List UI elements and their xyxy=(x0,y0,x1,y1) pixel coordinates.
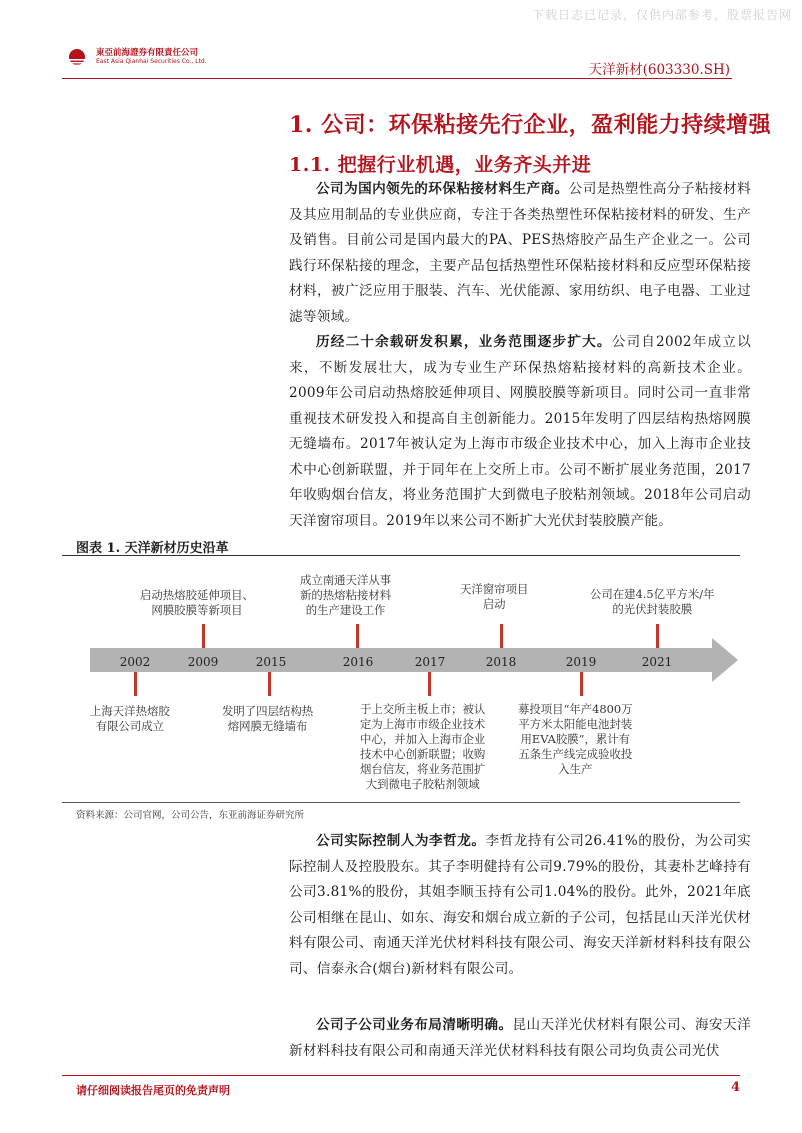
paragraph-1 xyxy=(289,177,751,330)
timeline-year: 2016 xyxy=(342,655,374,669)
tick-2002 xyxy=(134,672,137,696)
figure-source: 资料来源：公司官网，公司公告，东亚前海证券研究所 xyxy=(76,810,305,821)
timeline-year: 2002 xyxy=(119,655,151,669)
company-name-cn: 東亞前海證券有限責任公司 xyxy=(96,48,199,58)
timeline-year: 2017 xyxy=(414,655,446,669)
header-divider xyxy=(62,78,732,79)
timeline-event-2018: 天洋窗帘项目 启动 xyxy=(460,582,529,611)
timeline-year: 2019 xyxy=(565,655,597,669)
tick-2021 xyxy=(656,624,659,648)
paragraph-lead: 公司为国内领先的环保粘接材料生产商。 xyxy=(316,181,569,197)
timeline-event-2015: 发明了四层结构热 熔网膜无缝墙布 xyxy=(222,704,314,733)
logo-sun-icon xyxy=(62,46,92,68)
timeline-event-2017: 于上交所主板上市；被认 定为上海市市级企业技术 中心，并加入上海市企业 技术中心创新联盟；收购 烟台信友，将业务范围扩 大到微电子胶粘剂领域 xyxy=(360,702,486,791)
disclaimer-link[interactable]: 请仔细阅读报告尾页的免责声明 xyxy=(76,1084,230,1097)
paragraph-4 xyxy=(289,1013,751,1064)
timeline-event-2021: 公司在建4.5亿平方米/年 的光伏封装胶膜 xyxy=(590,587,715,616)
tick-2009 xyxy=(202,624,205,648)
paragraph-2 xyxy=(289,330,751,534)
paragraph-lead: 公司子公司业务布局清晰明确。 xyxy=(316,1017,513,1033)
timeline-year: 2021 xyxy=(641,655,673,669)
paragraph-3 xyxy=(289,829,751,982)
paragraph-body: 昆山天洋光伏材料有限公司、海安天洋新材料科技有限公司和南通天洋光伏材料科技有限公司均负责公司光伏 xyxy=(289,1017,751,1059)
timeline-event-2009: 启动热熔胶延伸项目、 网膜胶膜等新项目 xyxy=(140,588,254,617)
timeline-event-2002: 上海天洋热熔胶 有限公司成立 xyxy=(90,704,170,733)
paragraph-lead: 历经二十余载研发积累，业务范围逐步扩大。 xyxy=(316,334,612,350)
timeline-year: 2018 xyxy=(485,655,517,669)
paragraph-body: 公司自2002年成立以来，不断发展壮大，成为专业生产环保热熔粘接材料的高新技术企业。2009年公司启动热熔胶延伸项目、网膜胶膜等新项目。同时公司一直非常重视技术研发投入和提高自主创新能力。2015年发明了四层结构热熔网膜无缝墙布。2017年被认定为上海市市级企业技术中心，加入上海市企业技术中心创新联盟，并于同年在上交所上市。公司不断扩展业务范围，2017年收购烟台信友，将业务范围扩大到微电子胶粘剂领域。2018年公司启动天洋窗帘项目。2019年以来公司不断扩大光伏封装胶膜产能。 xyxy=(289,334,751,529)
timeline-year: 2015 xyxy=(255,655,287,669)
timeline-event-2016: 成立南通天洋从事 新的热熔粘接材料 的生产建设工作 xyxy=(300,573,392,617)
section-heading: 1. 公司：环保粘接先行企业，盈利能力持续增强 xyxy=(289,112,772,138)
tick-2016 xyxy=(356,624,359,648)
company-name-en: East Asia Qianhai Securities Co., Ltd. xyxy=(96,58,207,65)
stock-ticker: 天洋新材(603330.SH) xyxy=(588,62,730,78)
timeline-year: 2009 xyxy=(187,655,219,669)
timeline-graphic xyxy=(62,560,742,700)
watermark: 下载日志已记录，仅供内部参考，股票报告网 xyxy=(531,8,792,22)
paragraph-body: 李哲龙持有公司26.41%的股份，为公司实际控制人及控股股东。其子李明健持有公司9.79%的股份，其妻朴艺峰持有公司3.81%的股份，其姐李顺玉持有公司1.04%的股份。此外，2021年底公司相继在昆山、如东、海安和烟台成立新的子公司，包括昆山天洋光伏材料有限公司、南通天洋光伏材料科技有限公司、海安天洋新材料科技有限公司、信泰永合(烟台)新材料有限公司。 xyxy=(289,833,751,977)
timeline-event-2019: 募投项目“年产4800万 平方米太阳能电池封装 用EVA胶膜”，累计有 五条生产线完成验收投 入生产 xyxy=(518,702,633,776)
company-logo xyxy=(62,46,207,68)
page-number: 4 xyxy=(731,1080,741,1095)
paragraph-lead: 公司实际控制人为李哲龙。 xyxy=(316,833,486,849)
figure-label: 图表 1. 天洋新材历史沿革 xyxy=(76,541,229,556)
tick-2017 xyxy=(428,672,431,696)
paragraph-body: 公司是热塑性高分子粘接材料及其应用制品的专业供应商，专注于各类热塑性环保粘接材料的研发、生产及销售。目前公司是国内最大的PA、PES热熔胶产品生产企业之一。公司践行环保粘接的理念，主要产品包括热塑性环保粘接材料和反应型环保粘接材料，被广泛应用于服装、汽车、光伏能源、家用纺织、电子电器、工业过滤等领域。 xyxy=(289,181,751,325)
source-divider xyxy=(62,802,740,803)
subsection-heading: 1.1. 把握行业机遇，业务齐头并进 xyxy=(289,154,592,176)
tick-2019 xyxy=(580,672,583,696)
footer-divider xyxy=(62,1075,740,1076)
tick-2015 xyxy=(268,672,271,696)
figure-divider xyxy=(62,555,740,556)
tick-2018 xyxy=(500,624,503,648)
